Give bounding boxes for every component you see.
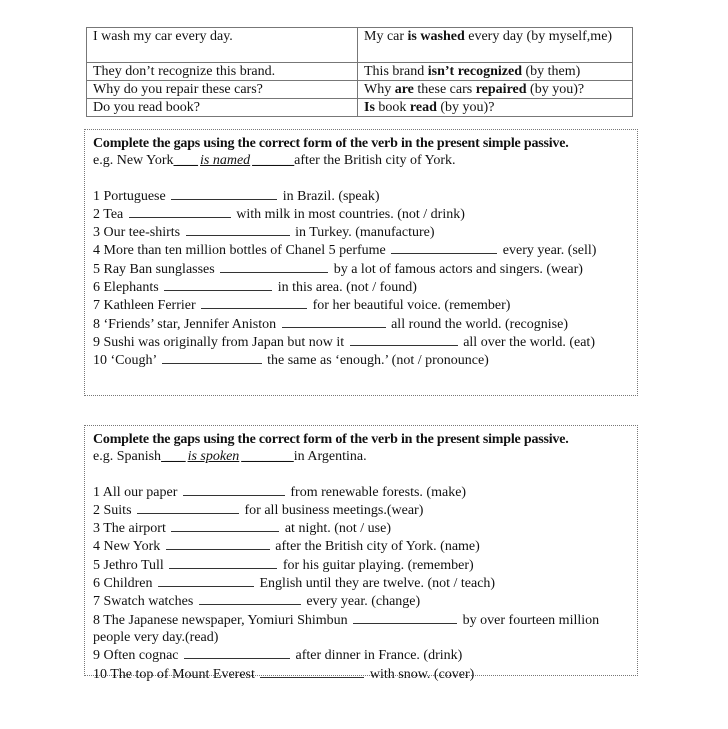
exercise-item [93, 537, 629, 555]
answer-gap[interactable] [353, 611, 457, 624]
exercise-item [93, 241, 629, 259]
item-before-text: 6 Children [93, 576, 153, 592]
passive-sentence [358, 28, 633, 63]
example-answer: is spoken [187, 449, 240, 465]
answer-gap[interactable] [199, 592, 301, 605]
passive-text: book [374, 100, 410, 115]
answer-gap[interactable] [201, 296, 307, 309]
item-before-text: 7 Swatch watches [93, 594, 194, 610]
answer-gap[interactable] [391, 241, 497, 254]
table-row [87, 63, 633, 81]
passive-verb: are [394, 82, 414, 97]
answer-gap[interactable] [282, 315, 386, 328]
item-before-text: 5 Ray Ban sunglasses [93, 261, 215, 277]
exercise-item [93, 483, 629, 501]
item-before-text: 8 The Japanese newspaper, Yomiuri Shimbun [93, 612, 348, 628]
example-prefix: e.g. New York [93, 153, 174, 169]
active-sentence: Why do you repair these cars? [87, 81, 358, 99]
exercise-item [93, 260, 629, 278]
answer-gap[interactable] [137, 501, 239, 514]
exercise-box-2 [84, 425, 638, 682]
item-after-text: from renewable forests. (make) [290, 484, 467, 500]
example-answer: is named [200, 153, 251, 169]
item-before-text: 10 ‘Cough’ [93, 353, 157, 369]
exercise-1-instruction: Complete the gaps using the correct form of the verb in the present simple passive. [93, 136, 569, 151]
exercise-item [93, 556, 629, 574]
exercise-item [93, 223, 629, 241]
answer-gap[interactable] [171, 187, 277, 200]
item-after-text: with snow. (cover) [369, 666, 475, 682]
item-before-text: 7 Kathleen Ferrier [93, 298, 196, 314]
passive-examples-table [86, 27, 633, 117]
passive-text: (by them) [522, 64, 581, 79]
answer-gap[interactable] [350, 333, 458, 346]
item-before-text: 4 More than ten million bottles of Chanel 5 perfume [93, 243, 386, 259]
item-after-text: every year. (change) [306, 594, 421, 610]
item-after-text: English until they are twelve. (not / teach) [259, 576, 496, 592]
passive-sentence [358, 81, 633, 99]
item-after-text: in Turkey. (manufacture) [295, 225, 435, 241]
passive-verb: Is [364, 100, 375, 115]
item-after-text: for his guitar playing. (remember) [282, 557, 474, 573]
item-before-text: 1 All our paper [93, 484, 178, 500]
passive-sentence [358, 63, 633, 81]
item-after-text: for her beautiful voice. (remember) [312, 298, 511, 314]
passive-text: (by you)? [436, 100, 495, 115]
item-before-text: 3 The airport [93, 521, 166, 537]
passive-text: (by you)? [526, 82, 585, 97]
item-after-text: at night. (not / use) [284, 521, 391, 537]
passive-text: every day (by myself,me) [464, 29, 613, 44]
item-after-text: by over fourteen million people very day.(read) [93, 612, 600, 645]
item-after-text: the same as ‘enough.’ (not / pronounce) [267, 353, 489, 369]
answer-gap[interactable] [186, 223, 290, 236]
table-row [87, 99, 633, 117]
exercise-item [93, 333, 629, 351]
item-after-text: with milk in most countries. (not / drink) [236, 206, 465, 222]
passive-text: This brand [364, 64, 428, 79]
passive-verb: repaired [475, 82, 527, 97]
example-prefix: e.g. Spanish [93, 449, 162, 465]
passive-verb: read [409, 100, 437, 115]
passive-verb: isn’t recognized [427, 64, 522, 79]
exercise-item [93, 519, 629, 537]
exercise-item [93, 574, 629, 592]
item-before-text: 2 Suits [93, 502, 132, 518]
answer-gap[interactable] [169, 556, 277, 569]
passive-text: Why [364, 82, 395, 97]
passive-text: My car [364, 29, 408, 44]
item-before-text: 5 Jethro Tull [93, 557, 164, 573]
active-sentence: I wash my car every day. [87, 28, 358, 63]
exercise-1-example: e.g. New York ___ is named ______after the British city of York. [93, 153, 456, 169]
item-before-text: 9 Sushi was originally from Japan but now it [93, 334, 345, 350]
answer-gap[interactable] [171, 519, 279, 532]
item-after-text: in Brazil. (speak) [282, 188, 380, 204]
item-before-text: 6 Elephants [93, 280, 159, 296]
exercise-item [93, 665, 629, 683]
exercise-item [93, 278, 629, 296]
exercise-item [93, 296, 629, 314]
passive-verb: is washed [407, 29, 465, 44]
exercise-box-1 [84, 129, 638, 396]
item-before-text: 1 Portuguese [93, 188, 166, 204]
exercise-item [93, 611, 629, 647]
answer-gap[interactable] [164, 278, 272, 291]
item-after-text: after dinner in France. (drink) [295, 648, 463, 664]
item-after-text: in this area. (not / found) [277, 280, 417, 296]
active-sentence: Do you read book? [87, 99, 358, 117]
exercise-item [93, 351, 629, 369]
item-after-text: for all business meetings.(wear) [244, 502, 424, 518]
item-before-text: 10 The top of Mount Everest [93, 666, 255, 682]
answer-gap[interactable] [166, 537, 270, 550]
table-row [87, 28, 633, 63]
item-after-text: after the British city of York. (name) [275, 539, 480, 555]
item-before-text: 2 Tea [93, 206, 124, 222]
example-suffix: after the British city of York. [294, 153, 456, 169]
passive-text: these cars [413, 82, 476, 97]
example-suffix: in Argentina. [293, 449, 367, 465]
item-after-text: every year. (sell) [502, 243, 597, 259]
exercise-2-items [93, 483, 629, 683]
item-after-text: all round the world. (recognise) [391, 316, 568, 332]
item-before-text: 4 New York [93, 539, 161, 555]
passive-sentence [358, 99, 633, 117]
answer-gap[interactable] [183, 483, 285, 496]
answer-gap[interactable] [260, 665, 364, 678]
answer-gap[interactable] [220, 260, 328, 273]
active-sentence: They don’t recognize this brand. [87, 63, 358, 81]
exercise-item [93, 187, 629, 205]
exercise-2-instruction: Complete the gaps using the correct form of the verb in the present simple passive. [93, 432, 569, 447]
exercise-item [93, 501, 629, 519]
exercise-item [93, 646, 629, 664]
answer-gap[interactable] [129, 205, 231, 218]
answer-gap[interactable] [184, 646, 290, 659]
answer-gap[interactable] [158, 574, 254, 587]
item-before-text: 8 ‘Friends’ star, Jennifer Aniston [93, 316, 277, 332]
item-before-text: 3 Our tee-shirts [93, 225, 181, 241]
item-after-text: all over the world. (eat) [463, 334, 595, 350]
exercise-item [93, 205, 629, 223]
answer-gap[interactable] [162, 351, 262, 364]
item-after-text: by a lot of famous actors and singers. (wear) [333, 261, 583, 277]
table-row [87, 81, 633, 99]
exercise-item [93, 592, 629, 610]
exercise-item [93, 315, 629, 333]
exercise-2-example: e.g. Spanish ___ is spoken _______ in Argentina. [93, 449, 367, 465]
exercise-1-items [93, 187, 629, 370]
item-before-text: 9 Often cognac [93, 648, 179, 664]
